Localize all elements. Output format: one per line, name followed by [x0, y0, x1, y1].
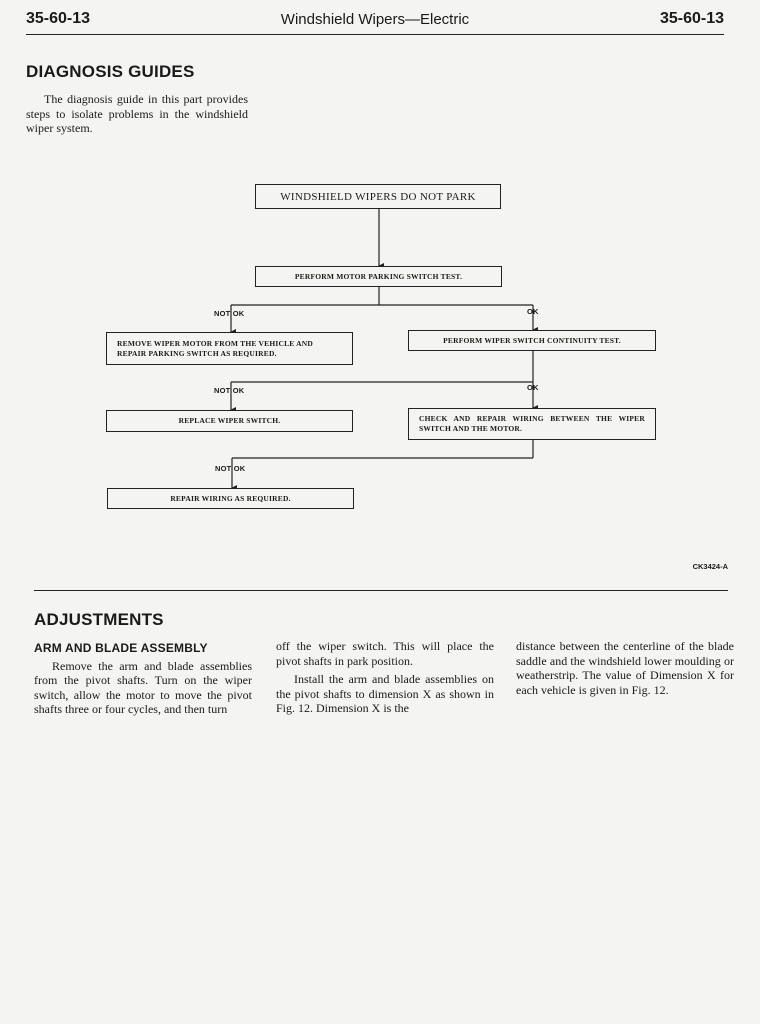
- diagnosis-intro: The diagnosis guide in this part provides steps to isolate problems in the windshield wiper system.: [26, 92, 248, 135]
- page-number-left: 35-60-13: [26, 10, 91, 27]
- page-title: Windshield Wipers—Electric: [280, 11, 470, 28]
- page-number-right: 35-60-13: [659, 10, 724, 27]
- paragraph-dimension-x: distance between the centerline of the blade saddle and the windshield lower moulding or weatherstrip. The value of Dimension X for each vehicle is given in Fig. 12.: [516, 639, 734, 697]
- paragraph-park-position: off the wiper switch. This will place the pivot shafts in park position.: [276, 639, 494, 668]
- section-heading-adjustments: ADJUSTMENTS: [34, 610, 164, 629]
- flow-box-right1: PERFORM WIPER SWITCH CONTINUITY TEST.: [408, 330, 656, 351]
- label-not-ok-2: NOT OK: [214, 386, 245, 395]
- flow-box-start: WINDSHIELD WIPERS DO NOT PARK: [255, 184, 501, 209]
- section-heading-diagnosis: DIAGNOSIS GUIDES: [26, 62, 195, 81]
- label-ok-2: OK: [527, 383, 539, 392]
- label-ok-1: OK: [527, 307, 539, 316]
- flow-box-left1: REMOVE WIPER MOTOR FROM THE VEHICLE AND REPAIR PARKING SWITCH AS REQUIRED.: [106, 332, 353, 365]
- flow-box-right2: CHECK AND REPAIR WIRING BETWEEN THE WIPER SWITCH AND THE MOTOR.: [408, 408, 656, 440]
- text-column-1: [34, 639, 252, 721]
- subheading-arm-blade: ARM AND BLADE ASSEMBLY: [34, 641, 208, 655]
- paragraph-remove-arm: Remove the arm and blade assemblies from the pivot shafts. Turn on the wiper switch, allow the motor to move the pivot shafts three or four cycles, and then turn: [34, 658, 252, 716]
- label-not-ok-1: NOT OK: [214, 309, 245, 318]
- flow-box-step1: PERFORM MOTOR PARKING SWITCH TEST.: [255, 266, 502, 287]
- flow-box-final: REPAIR WIRING AS REQUIRED.: [107, 488, 354, 509]
- label-not-ok-3: NOT OK: [215, 464, 246, 473]
- text-column-2: [276, 639, 494, 720]
- flow-box-left2: REPLACE WIPER SWITCH.: [106, 410, 353, 432]
- figure-code: CK3424-A: [692, 562, 728, 571]
- paragraph-install-arm: Install the arm and blade assemblies on the pivot shafts to dimension X as shown in Fig. 12. Dimension X is the: [276, 672, 494, 715]
- section-divider: [34, 590, 728, 591]
- text-column-3: [516, 639, 734, 701]
